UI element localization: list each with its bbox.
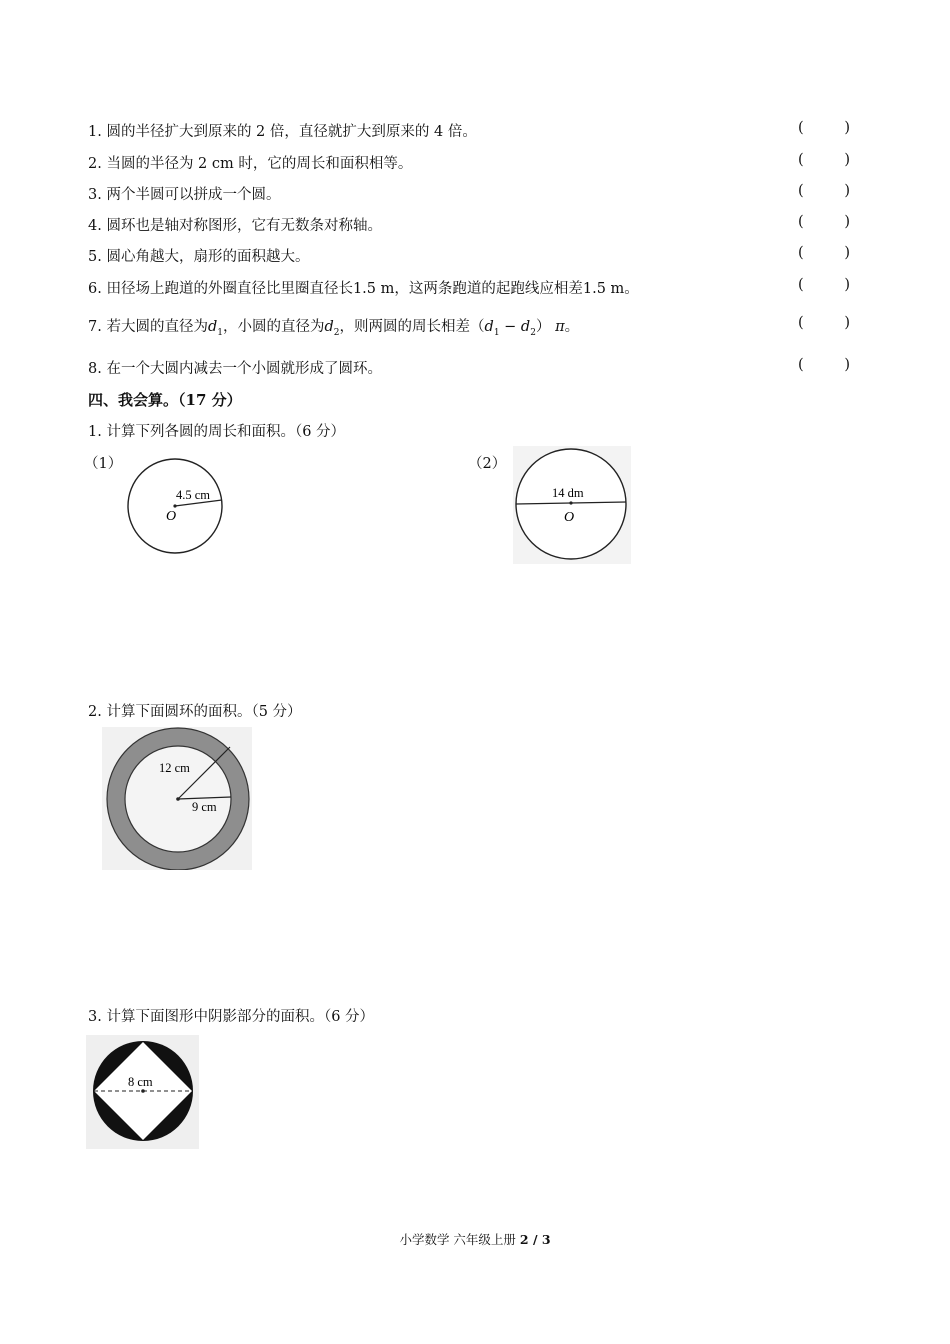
outer-radius-label: 12 cm bbox=[159, 761, 190, 775]
circle-figure-radius bbox=[118, 452, 230, 560]
answer-blank-3[interactable]: ( ) bbox=[798, 183, 850, 199]
q1-sub1-label: （1） bbox=[84, 456, 123, 472]
radius-label: 4.5 cm bbox=[176, 488, 211, 502]
diameter-label: 8 cm bbox=[128, 1075, 153, 1089]
judge-item-5: 5. 圆心角越大，扇形的面积越大。 bbox=[88, 249, 310, 265]
answer-blank-1[interactable]: ( ) bbox=[798, 120, 850, 136]
question-2: 2. 计算下面圆环的面积。（5 分） bbox=[88, 704, 302, 720]
question-1: 1. 计算下列各圆的周长和面积。（6 分） bbox=[88, 424, 346, 440]
circle-figure-diameter bbox=[513, 446, 631, 564]
answer-blank-5[interactable]: ( ) bbox=[798, 245, 850, 261]
diameter-label: 14 dm bbox=[552, 486, 584, 500]
answer-blank-6[interactable]: ( ) bbox=[798, 277, 850, 293]
answer-blank-4[interactable]: ( ) bbox=[798, 214, 850, 230]
center-label: O bbox=[166, 509, 177, 524]
answer-blank-2[interactable]: ( ) bbox=[798, 152, 850, 168]
judge-item-2: 2. 当圆的半径为 2 cm 时，它的周长和面积相等。 bbox=[88, 156, 413, 172]
answer-blank-8[interactable]: ( ) bbox=[798, 357, 850, 373]
judge-item-6: 6. 田径场上跑道的外圈直径比里圈直径长1.5 m，这两条跑道的起跑线应相差1.5 m。 bbox=[88, 281, 639, 297]
question-3: 3. 计算下面图形中阴影部分的面积。（6 分） bbox=[88, 1009, 375, 1025]
judge-item-3: 3. 两个半圆可以拼成一个圆。 bbox=[88, 187, 281, 203]
judge-item-8: 8. 在一个大圆内减去一个小圆就形成了圆环。 bbox=[88, 361, 382, 377]
judge-item-1: 1. 圆的半径扩大到原来的 2 倍，直径就扩大到原来的 4 倍。 bbox=[88, 124, 477, 140]
center-label: O bbox=[564, 510, 575, 525]
judge-item-4: 4. 圆环也是轴对称图形，它有无数条对称轴。 bbox=[88, 218, 382, 234]
section-heading: 四、我会算。（17 分） bbox=[88, 391, 242, 409]
judge-item-7: 7. 若大圆的直径为$d_1$，小圆的直径为$d_2$，则两圆的周长相差$(d_1 - d_2)$ π。 bbox=[88, 319, 580, 338]
inner-radius-label: 9 cm bbox=[192, 800, 217, 814]
page-number: 2 / 3 bbox=[519, 1232, 551, 1247]
shaded-circle-figure bbox=[86, 1035, 199, 1149]
answer-blank-7[interactable]: ( ) bbox=[798, 315, 850, 331]
page-footer: 小学数学 六年级上册 2 / 3 bbox=[399, 1232, 551, 1247]
q1-sub2-label: （2） bbox=[468, 456, 507, 472]
annulus-figure bbox=[102, 727, 252, 870]
